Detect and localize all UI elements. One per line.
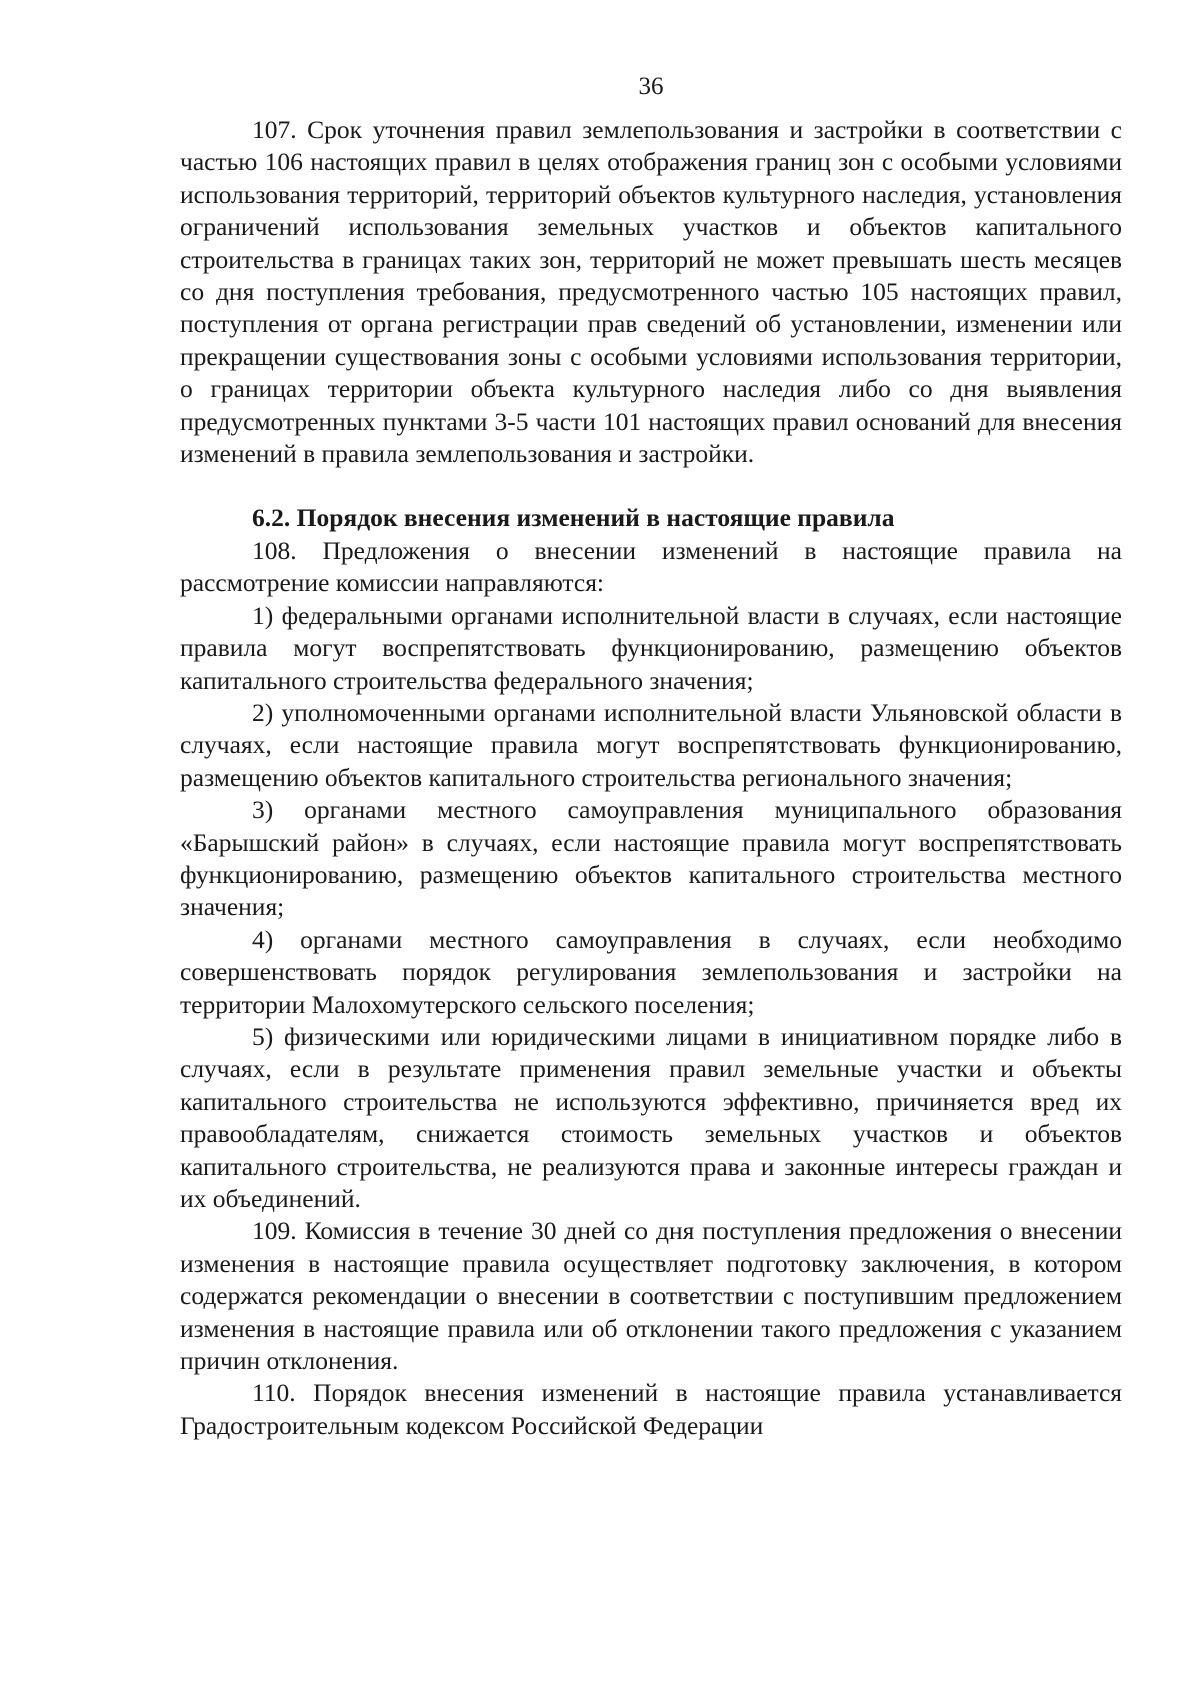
- page-number: 36: [638, 73, 664, 100]
- section-heading: 6.2. Порядок внесения изменений в настоящие правила: [252, 503, 895, 533]
- list-item-1: 1) федеральными органами исполнительной власти в случаях, если настоящие правила могут воспрепятствовать функционированию, размещению объектов капитального строительства федерального значения;: [180, 600, 1122, 695]
- paragraph-110: 110. Порядок внесения изменений в настоящие правила устанавливается Градостроительным кодексом Российской Федерации: [180, 1378, 1122, 1440]
- document-page: [180, 0, 1122, 1698]
- paragraph-109: 109. Комиссия в течение 30 дней со дня поступления предложения о внесении изменения в настоящие правила осуществляет подготовку заключения, в котором содержатся рекомендации о внесении в соответствии с поступившим предложением изменения в настоящие правила или об отклонении такого предложения с указанием причин отклонения.: [180, 1216, 1122, 1376]
- paragraph-108: 108. Предложения о внесении изменений в настоящие правила на рассмотрение комиссии направляются:: [180, 535, 1122, 598]
- list-item-5: 5) физическими или юридическими лицами в инициативном порядке либо в случаях, если в результате применения правил земельные участки и объекты капитального строительства не используются эффективно, причиняется вред их правообладателям, снижается стоимость земельных участков и объектов капитального строительства, не реализуются права и законные интересы граждан и их объединений.: [180, 1021, 1122, 1213]
- list-item-4: 4) органами местного самоуправления в случаях, если необходимо совершенствовать порядок регулирования землепользования и застройки на территории Малохомутерского сельского поселения;: [180, 924, 1122, 1019]
- document-body: [180, 114, 1122, 1442]
- list-item-2: 2) уполномоченными органами исполнительной власти Ульяновской области в случаях, если настоящие правила могут воспрепятствовать функционированию, размещению объектов капитального строительства регионального значения;: [180, 697, 1122, 792]
- list-item-3: 3) органами местного самоуправления муниципального образования «Барышский район» в случаях, если настоящие правила могут воспрепятствовать функционированию, размещению объектов капитального строительства местного значения;: [180, 795, 1122, 922]
- paragraph-107: 107. Срок уточнения правил землепользования и застройки в соответствии с частью 106 настоящих правил в целях отображения границ зон с особыми условиями использования территорий, территорий объектов культурного наследия, установления ограничений использования земельных участков и объектов капитального строительства в границах таких зон, территорий не может превышать шесть месяцев со дня поступления требования, предусмотренного частью 105 настоящих правил, поступления от органа регистрации прав сведений об установлении, изменении или прекращении существования зоны с особыми условиями использования территории, о границах территории объекта культурного наследия либо со дня выявления предусмотренных пунктами 3-5 части 101 настоящих правил оснований для внесения изменений в правила землепользования и застройки.: [180, 115, 1122, 469]
